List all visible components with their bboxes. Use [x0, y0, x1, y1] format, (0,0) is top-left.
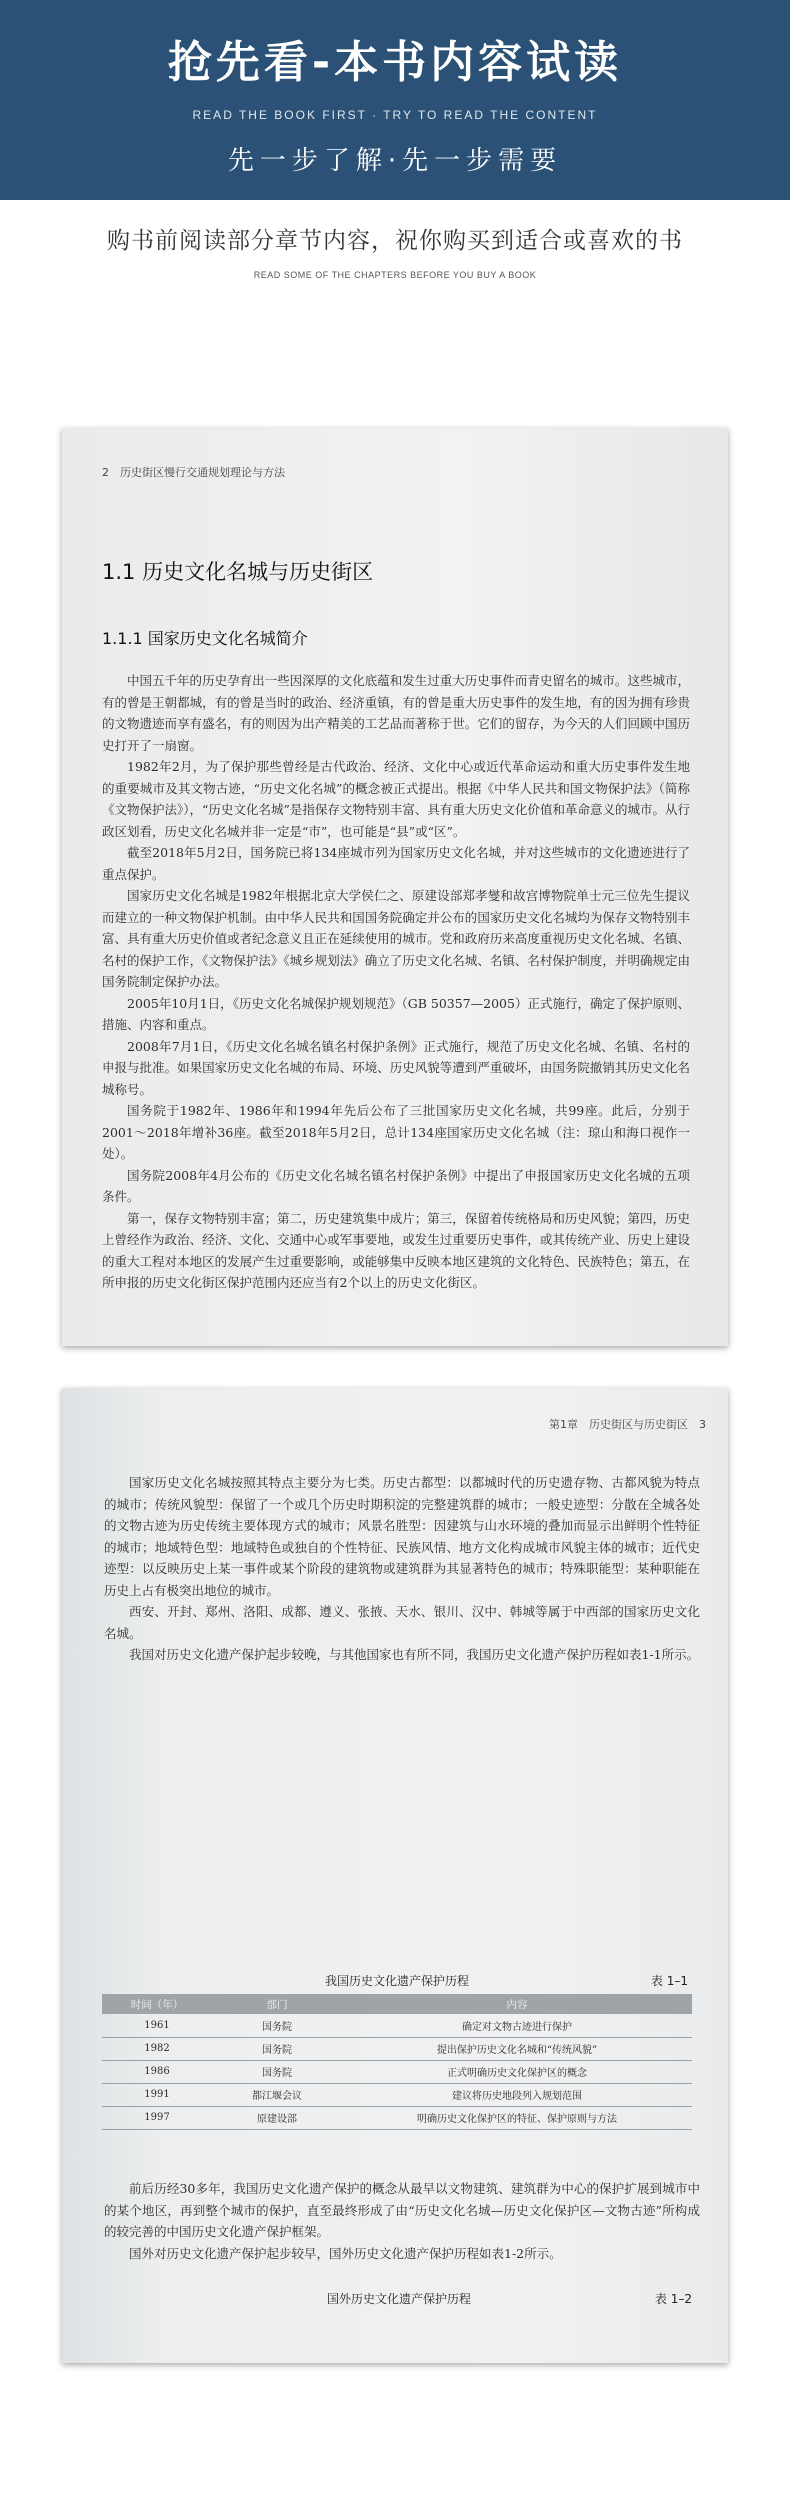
table-cell: 正式明确历史文化保护区的概念 [342, 2060, 692, 2083]
book-page-1 [62, 428, 728, 1346]
table-cell: 1997 [102, 2106, 212, 2129]
paragraph: 截至2018年5月2日，国务院已将134座城市列为国家历史文化名城，并对这些城市的文化遗迹进行了重点保护。 [102, 845, 690, 882]
table-cell: 国务院 [212, 2014, 342, 2037]
page-1-body [102, 670, 690, 1294]
table-row [102, 2106, 692, 2129]
table-row [102, 2037, 692, 2060]
table-cell: 原建设部 [212, 2106, 342, 2129]
intro-title: 购书前阅读部分章节内容，祝你购买到适合或喜欢的书 [107, 228, 683, 254]
table-cell: 国务院 [212, 2037, 342, 2060]
section-heading: 1.1 历史文化名城与历史街区 [102, 560, 374, 584]
table-number: 表 1–2 [654, 2292, 692, 2306]
table-cell: 1961 [102, 2014, 212, 2037]
running-head: 2 历史街区慢行交通规划理论与方法 [102, 466, 285, 479]
intro-subtitle: READ SOME OF THE CHAPTERS BEFORE YOU BUY A BOOK [253, 270, 537, 280]
table-title: 我国历史文化遗产保护历程 [324, 1974, 469, 1988]
table-caption [102, 1972, 692, 1994]
paragraph: 前后历经30多年，我国历史文化遗产保护的概念从最早以文物建筑、建筑群为中心的保护扩展到城市中的某个地区，再到整个城市的保护，直至最终形成了由“历史文化名城—历史文化保护区—文物古迹”所构成的较完善的中国历史文化遗产保护框架。 [104, 2181, 700, 2239]
paragraph: 2008年7月1日，《历史文化名城名镇名村保护条例》正式施行，规范了历史文化名城、名镇、名村的申报与批准。如果国家历史文化名城的布局、环境、历史风貌等遭到严重破坏，由国务院撤销其历史文化名城称号。 [102, 1038, 690, 1097]
table-1 [102, 1972, 692, 2130]
table-cell: 1982 [102, 2037, 212, 2060]
paragraph: 西安、开封、郑州、洛阳、成都、遵义、张掖、天水、银川、汉中、韩城等属于中西部的国家历史文化名城。 [104, 1604, 700, 1641]
paragraph: 第一，保存文物特别丰富；第二，历史建筑集中成片；第三，保留着传统格局和历史风貌；第四，历史上曾经作为政治、经济、文化、交通中心或军事要地，或发生过重要历史事件，或其传统产业、历史上建设的重大工程对本地区的发展产生过重要影响，或能够集中反映本地区建筑的文化特色、民族特色；第五，在所申报的历史文化街区保护范围内还应当有2个以上的历史文化街区。 [102, 1210, 690, 1290]
paragraph: 国务院2008年4月公布的《历史文化名城名镇名村保护条例》中提出了申报国家历史文化名城的五项条件。 [102, 1167, 690, 1204]
table-cell: 确定对文物古迹进行保护 [342, 2014, 692, 2037]
paragraph: 国家历史文化名城是1982年根据北京大学侯仁之、原建设部郑孝燮和故宫博物院单士元三位先生提议而建立的一种文物保护机制。由中华人民共和国国务院确定并公布的国家历史文化名城均为保存文物特别丰富、具有重大历史价值或者纪念意义且正在延续使用的城市。党和政府历来高度重视历史文化名城、名镇、名村的保护工作，《文物保护法》《城乡规划法》确立了历史文化名城、名镇、名村保护制度，并明确规定由国务院制定保护办法。 [102, 888, 690, 989]
paragraph: 1982年2月，为了保护那些曾经是古代政治、经济、文化中心或近代革命运动和重大历史事件发生地的重要城市及其文物古迹，“历史文化名城”的概念被正式提出。根据《中华人民共和国文物保护法》（简称《文物保护法》），“历史文化名城”是指保存文物特别丰富、具有重大历史文化价值和革命意义的城市。从行政区划看，历史文化名城并非一定是“市”，也可能是“县”或“区”。 [102, 759, 690, 839]
paragraph: 国务院于1982年、1986年和1994年先后公布了三批国家历史文化名城，共99座。此后，分别于2001～2018年增补36座。截至2018年5月2日，总计134座国家历史文化名城（注：琼山和海口视作一处）。 [102, 1103, 690, 1161]
column-header: 部门 [212, 1994, 342, 2014]
table-cell: 1986 [102, 2060, 212, 2083]
column-header: 时间（年） [102, 1994, 212, 2014]
table-cell: 国务院 [212, 2060, 342, 2083]
table-cell: 提出保护历史文化名城和“传统风貌” [342, 2037, 692, 2060]
table-cell: 明确历史文化保护区的特征、保护原则与方法 [342, 2106, 692, 2129]
table-cell: 都江堰会议 [212, 2083, 342, 2106]
table-header-row [102, 1994, 692, 2014]
table-title: 国外历史文化遗产保护历程 [326, 2292, 471, 2306]
banner-subtitle: READ THE BOOK FIRST · TRY TO READ THE CONTENT [192, 108, 598, 122]
history-table-china [102, 1994, 692, 2130]
page-2-body-top [104, 1472, 700, 1666]
paragraph: 国外对历史文化遗产保护起步较早，国外历史文化遗产保护历程如表1-2所示。 [129, 2245, 562, 2261]
table-row [102, 2060, 692, 2083]
book-page-2 [62, 1388, 728, 2363]
banner-motto: 先一步了解·先一步需要 [227, 146, 563, 176]
paragraph: 2005年10月1日，《历史文化名城保护规划规范》（GB 50357—2005）正式施行，确定了保护原则、措施、内容和重点。 [102, 995, 690, 1032]
header-banner [0, 0, 790, 200]
column-header: 内容 [342, 1994, 692, 2014]
page-2-body-mid [104, 2178, 700, 2264]
table-row [102, 2083, 692, 2106]
banner-title: 抢先看-本书内容试读 [167, 37, 623, 88]
table-number: 表 1–1 [650, 1974, 688, 1988]
table-row [102, 2014, 692, 2037]
subsection-heading: 1.1.1 国家历史文化名城简介 [102, 629, 308, 648]
table-cell: 1991 [102, 2083, 212, 2106]
table-cell: 建议将历史地段列入规划范围 [342, 2083, 692, 2106]
running-head: 第1章 历史街区与历史街区 3 [549, 1418, 706, 1431]
paragraph: 我国对历史文化遗产保护起步较晚，与其他国家也有所不同，我国历史文化遗产保护历程如表1-1所示。 [129, 1647, 700, 1662]
paragraph: 中国五千年的历史孕育出一些因深厚的文化底蕴和发生过重大历史事件而青史留名的城市。这些城市，有的曾是王朝都城，有的曾是当时的政治、经济重镇，有的曾是重大历史事件的发生地，有的因为拥有珍贵的文物遗迹而享有盛名，有的则因为出产精美的工艺品而著称于世。它们的留存，为今天的人们回顾中国历史打开了一扇窗。 [102, 673, 690, 753]
paragraph: 国家历史文化名城按照其特点主要分为七类。历史古都型：以都城时代的历史遗存物、古都风貌为特点的城市；传统风貌型：保留了一个或几个历史时期积淀的完整建筑群的城市；一般史迹型：分散在全城各处的文物古迹为历史传统主要体现方式的城市；风景名胜型：因建筑与山水环境的叠加而显示出鲜明个性特征的城市；地域特色型：地域特色或独自的个性特征、民族风情、地方文化构成城市风貌主体的城市；近代史迹型：以反映历史上某一事件或某个阶段的建筑物或建筑群为其显著特色的城市；特殊职能型：某种职能在历史上占有极突出地位的城市。 [104, 1475, 700, 1598]
